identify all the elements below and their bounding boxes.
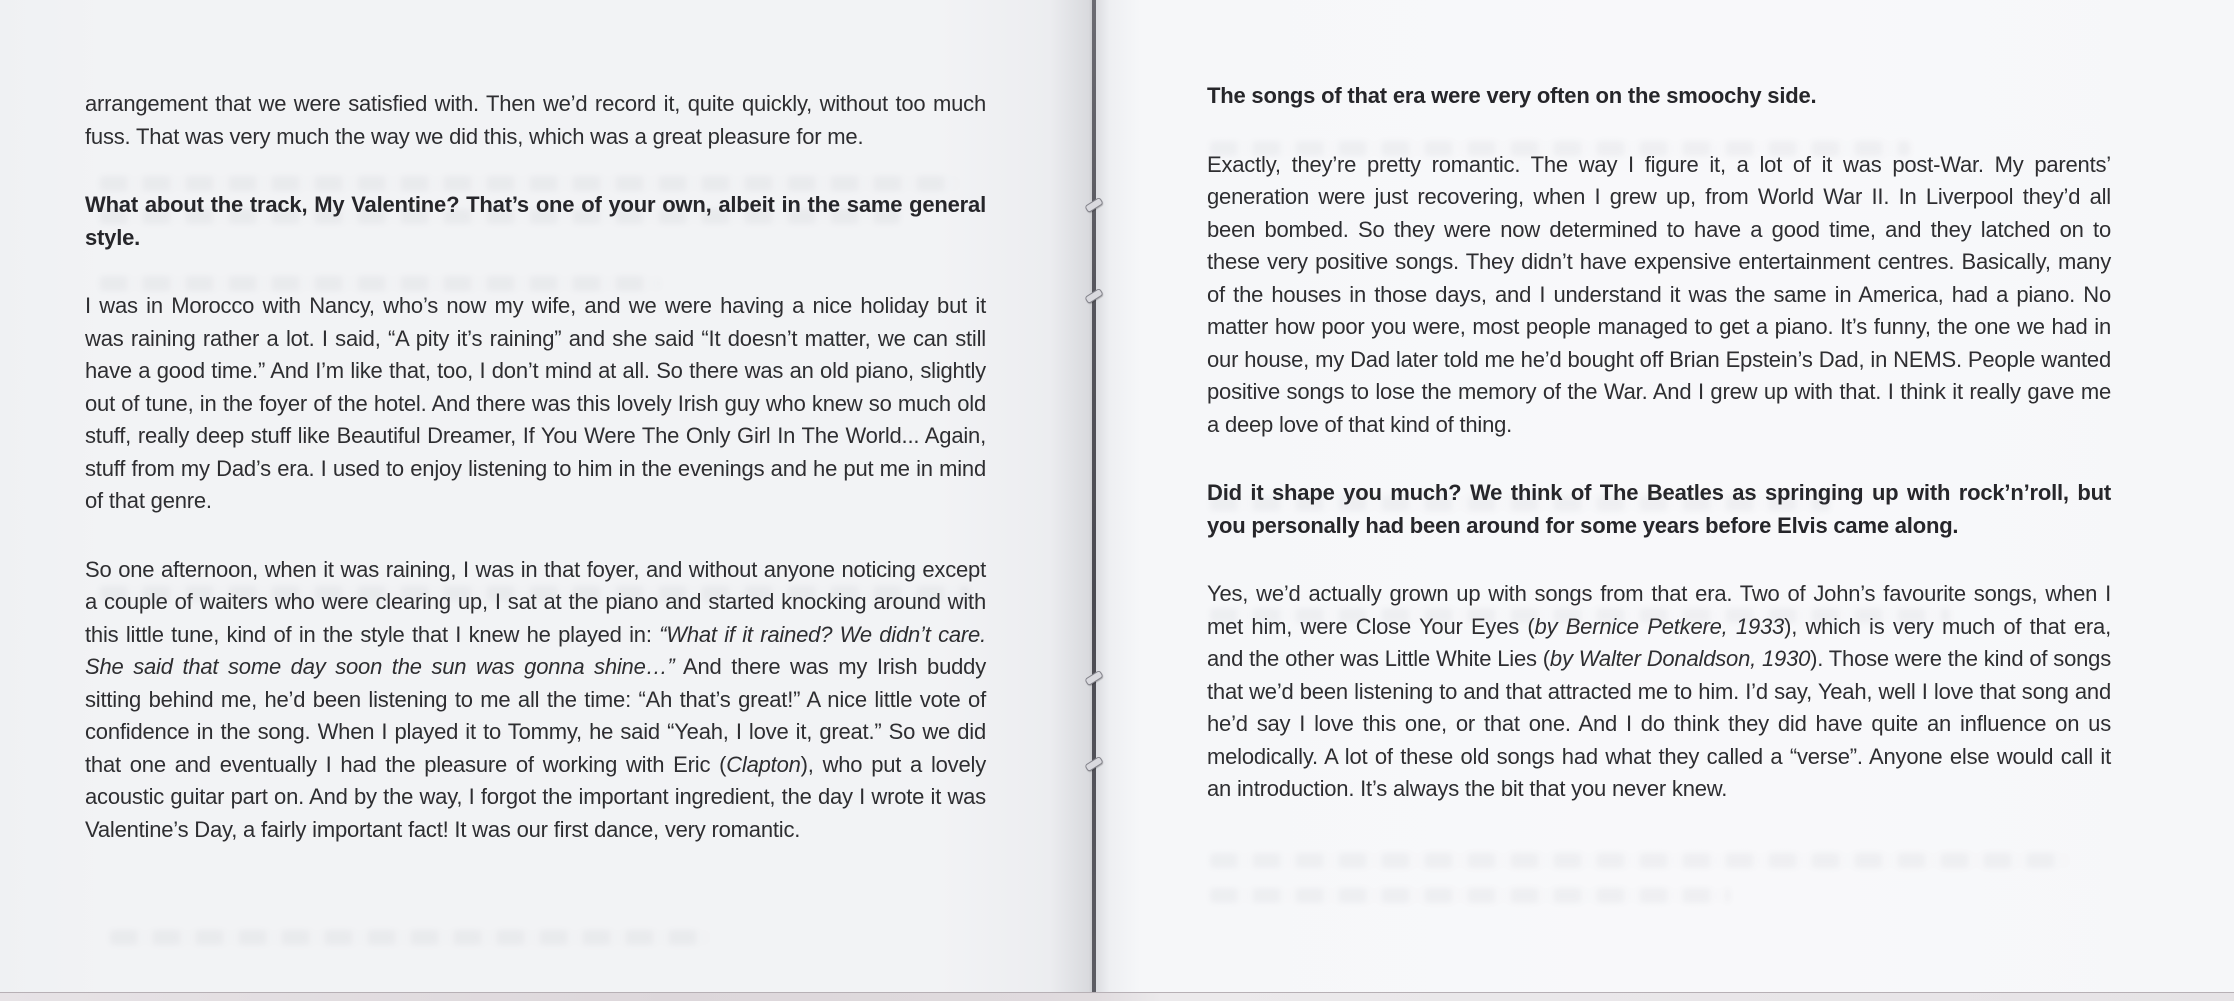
- booklet-spine: [1092, 0, 1096, 993]
- booklet-page-left: [0, 0, 1093, 992]
- interview-answer: [85, 88, 986, 153]
- text-run: arrangement that we were satisfied with. Then we’d record it, quite quickly, without too much fuss. That was very much the way we did this, which was a great pleasure for me.: [85, 91, 986, 149]
- text-run-italic: Clapton: [726, 751, 801, 777]
- text-run: What about the track, My Valentine? That’s one of your own, albeit in the same general style.: [85, 192, 986, 250]
- text-run: ), which is very much of that era, and the other was Little White Lies (: [1207, 613, 2111, 671]
- booklet-page-right: [1096, 0, 2234, 992]
- interview-question: [1207, 477, 2111, 542]
- text-run: ). Those were the kind of songs that we’d been listening to and that attracted me to him. I’d say, Yeah, well I love that song and he’d say I love this one, or that one. And I do think they did have quite an influence on us melodically. A lot of these old songs had what they called a “verse”. Anyone else would call it an introduction. It’s always the bit that you never knew.: [1207, 646, 2111, 801]
- text-run: And there was my Irish buddy sitting behind me, he’d been listening to me all the time: “Ah that’s great!” A nice little vote of confidence in the song. When I played it to Tommy, he said “Yeah, I love it, great.” So we did that one and eventually I had the pleasure of working with Eric (: [85, 654, 986, 777]
- text-run: ), who put a lovely acoustic guitar part on. And by the way, I forgot the important ingredient, the day I wrote it was Valentine’s Day, a fairly important fact! It was our first dance, very romantic.: [85, 751, 986, 842]
- interview-answer: [85, 290, 986, 518]
- text-run: Exactly, they’re pretty romantic. The way I figure it, a lot of it was post-War. My parents’ generation were just recovering, when I grew up, from World War II. In Liverpool they’d all been bombed. So they were now determined to have a good time, and they latched on to these very positive songs. They didn’t have expensive entertainment centres. Basically, many of the houses in those days, and I understand it was the same in America, had a piano. No matter how poor you were, most people managed to get a piano. It’s funny, the one we had in our house, my Dad later told me he’d bought off Brian Epstein’s Dad, in NEMS. People wanted positive songs to lose the memory of the War. And I grew up with that. I think it really gave me a deep love of that kind of thing.: [1207, 151, 2111, 437]
- text-column-right: [1207, 80, 2111, 842]
- text-run: I was in Morocco with Nancy, who’s now my wife, and we were having a nice holiday but it was raining rather a lot. I said, “A pity it’s raining” and she said “It doesn’t matter, we can still have a good time.” And I’m like that, too, I don’t mind at all. So there was an old piano, slightly out of tune, in the foyer of the hotel. And there was this lovely Irish guy who knew so much old stuff, really deep stuff like Beautiful Dreamer, If You Were The Only Girl In The World... Again, stuff from my Dad’s era. I used to enjoy listening to him in the evenings and he put me in mind of that genre.: [85, 293, 986, 513]
- text-run-italic: “What if it rained? We didn’t care. She said that some day soon the sun was gonna shine…”: [85, 621, 986, 679]
- text-run: The songs of that era were very often on the smoochy side.: [1207, 83, 1817, 108]
- interview-answer: [1207, 149, 2111, 442]
- interview-answer: [85, 554, 986, 847]
- interview-answer: [1207, 578, 2111, 806]
- text-run: Yes, we’d actually grown up with songs from that era. Two of John’s favourite songs, when I met him, were Close Your Eyes (: [1207, 581, 2111, 639]
- interview-question: [85, 189, 986, 254]
- text-run: Did it shape you much? We think of The Beatles as springing up with rock’n’roll, but you personally had been around for some years before Elvis came along.: [1207, 480, 2111, 538]
- text-column-left: [85, 88, 986, 882]
- interview-question: [1207, 80, 2111, 113]
- text-run-italic: by Bernice Petkere, 1933: [1534, 613, 1785, 639]
- text-run-italic: by Walter Donaldson, 1930: [1549, 646, 1811, 671]
- text-run: So one afternoon, when it was raining, I was in that foyer, and without anyone noticing except a couple of waiters who were clearing up, I sat at the piano and started knocking around with this little tune, kind of in the style that I knew he played in:: [85, 556, 986, 647]
